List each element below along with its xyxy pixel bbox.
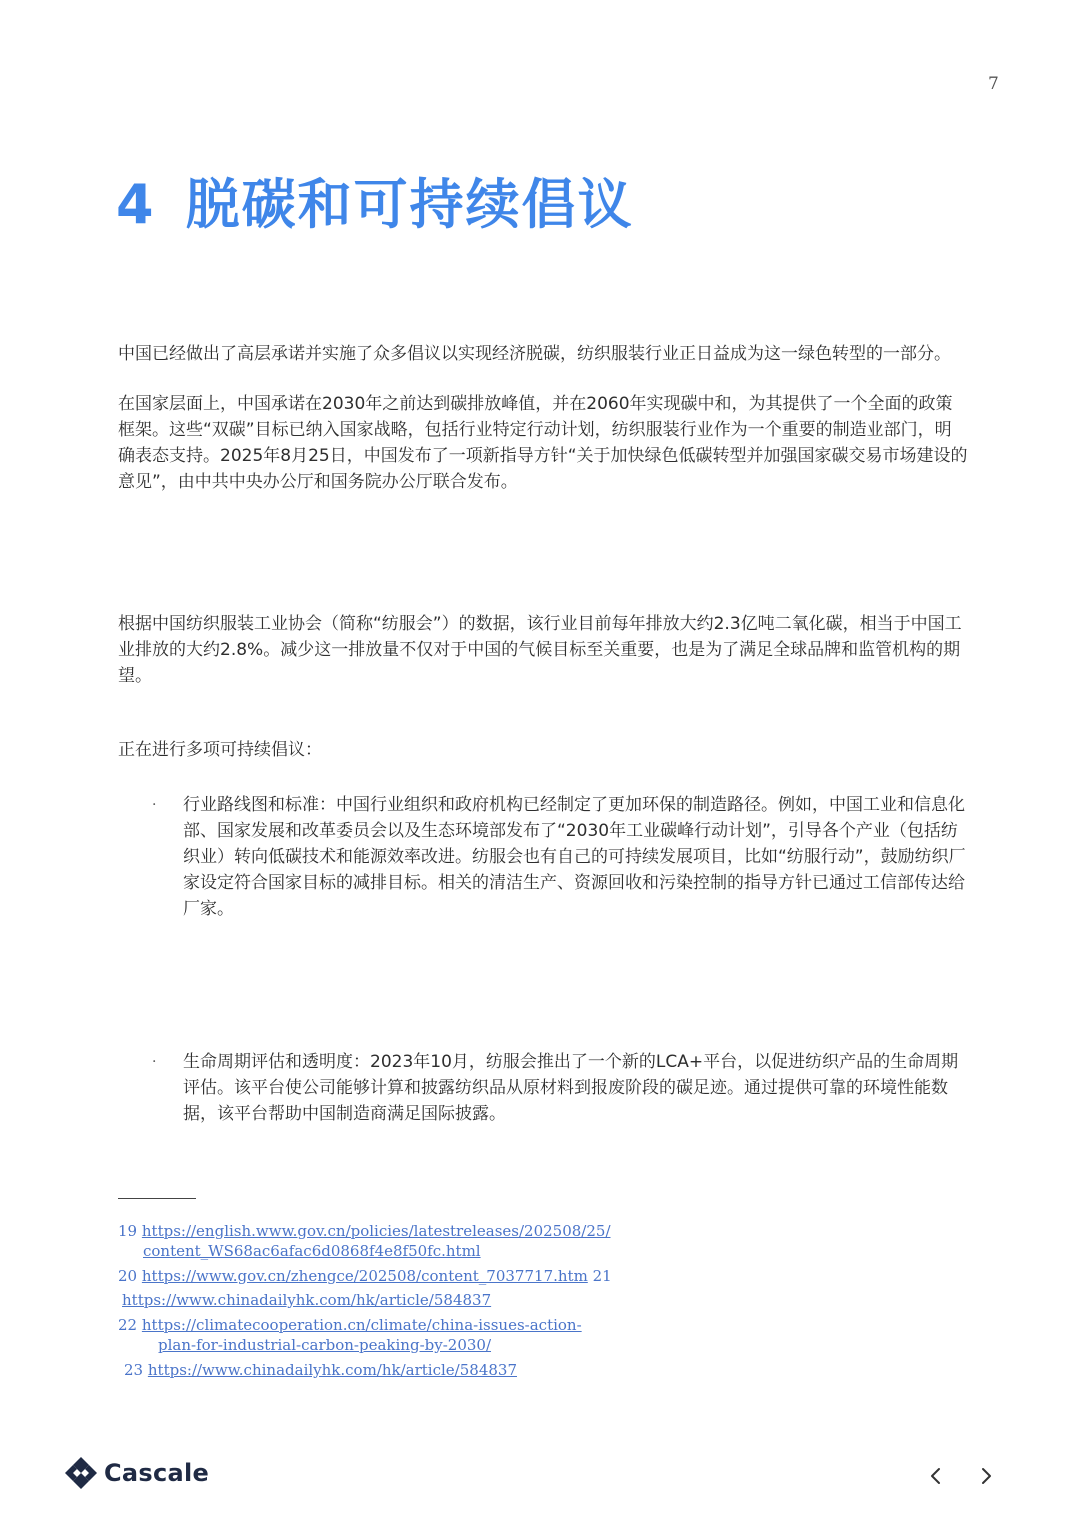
previous-page-button[interactable] xyxy=(922,1462,950,1490)
bullet-marker: · xyxy=(152,797,157,813)
cascale-logo xyxy=(64,1456,209,1490)
chevron-left-icon xyxy=(922,1462,950,1490)
footnote-link[interactable]: https://www.chinadailyhk.com/hk/article/584837 xyxy=(147,1361,517,1379)
paragraph-intro: 中国已经做出了高层承诺并实施了众多倡议以实现经济脱碳，纺织服装行业正日益成为这一绿色转型的一部分。 xyxy=(118,344,951,364)
footnote-link[interactable]: https://www.chinadailyhk.com/hk/article/584837 xyxy=(122,1291,492,1309)
cascale-logo-mark-icon xyxy=(64,1456,98,1490)
paragraph-national-policy: 在国家层面上，中国承诺在2030年之前达到碳排放峰值，并在2060年实现碳中和，为其提供了一个全面的政策框架。这些“双碳”目标已纳入国家战略，包括行业特定行动计划，纺织服装行业作为一个重要的制造业部门，明确表态支持。2025年8月25日，中国发布了一项新指导方针“关于加快绿色低碳转型并加强国家碳交易市场建设的意见”，由中共中央办公厅和国务院办公厅联合发布。 xyxy=(118,394,968,492)
footnote-23 xyxy=(124,1360,517,1380)
footnote-link-cont[interactable]: content_WS68ac6afac6d0868f4e8f50fc.html xyxy=(143,1242,481,1260)
section-heading-text: 脱碳和可持续倡议 xyxy=(185,173,634,236)
bullet-marker: · xyxy=(152,1054,157,1070)
bullet-text: 行业路线图和标准：中国行业组织和政府机构已经制定了更加环保的制造路径。例如，中国工业和信息化部、国家发展和改革委员会以及生态环境部发布了“2030年工业碳峰行动计划”，引导各个产业（包括纺织业）转向低碳技术和能源效率改进。纺服会也有自己的可持续发展项目，比如“纺服行动”，鼓励纺织厂家设定符合国家目标的减排目标。相关的清洁生产、资源回收和污染控制的指导方针已通过工信部传达给厂家。 xyxy=(183,795,966,919)
brand-name: Cascale xyxy=(104,1459,210,1487)
footnote-22-cont xyxy=(158,1335,491,1355)
footnote-21 xyxy=(122,1290,491,1310)
footnote-link[interactable]: https://www.gov.cn/zhengce/202508/content_7037717.htm xyxy=(141,1267,588,1285)
footnote-number: 22 xyxy=(118,1316,138,1334)
footnote-20 xyxy=(118,1266,612,1286)
section-title xyxy=(116,162,634,239)
footnote-link[interactable]: https://english.www.gov.cn/policies/latestreleases/202508/25/ xyxy=(141,1222,611,1240)
section-number: 4 xyxy=(116,173,156,236)
footnote-19-cont xyxy=(143,1241,481,1261)
footnote-19 xyxy=(118,1221,611,1241)
footnote-link[interactable]: https://climatecooperation.cn/climate/china-issues-action- xyxy=(141,1316,582,1334)
paragraph-initiatives-intro: 正在进行多项可持续倡议： xyxy=(118,740,322,760)
footnote-number-21: 21 xyxy=(592,1267,612,1285)
paragraph-emissions-data: 根据中国纺织服装工业协会（简称“纺服会”）的数据，该行业目前每年排放大约2.3亿吨二氧化碳，相当于中国工业排放的大约2.8%。减少这一排放量不仅对于中国的气候目标至关重要，也是为了满足全球品牌和监管机构的期望。 xyxy=(118,614,962,686)
bullet-text: 生命周期评估和透明度：2023年10月，纺服会推出了一个新的LCA+平台，以促进纺织产品的生命周期评估。该平台使公司能够计算和披露纺织品从原材料到报废阶段的碳足迹。通过提供可靠的环境性能数据，该平台帮助中国制造商满足国际披露。 xyxy=(183,1052,959,1124)
footnote-number: 19 xyxy=(118,1222,138,1240)
footnote-number: 23 xyxy=(124,1361,144,1379)
page-number: 7 xyxy=(988,74,999,94)
chevron-right-icon xyxy=(972,1462,1000,1490)
next-page-button[interactable] xyxy=(972,1462,1000,1490)
footnote-22 xyxy=(118,1315,582,1335)
footnote-number: 20 xyxy=(118,1267,138,1285)
footnote-divider xyxy=(118,1198,196,1199)
footnote-link-cont[interactable]: plan-for-industrial-carbon-peaking-by-2030/ xyxy=(158,1336,492,1354)
